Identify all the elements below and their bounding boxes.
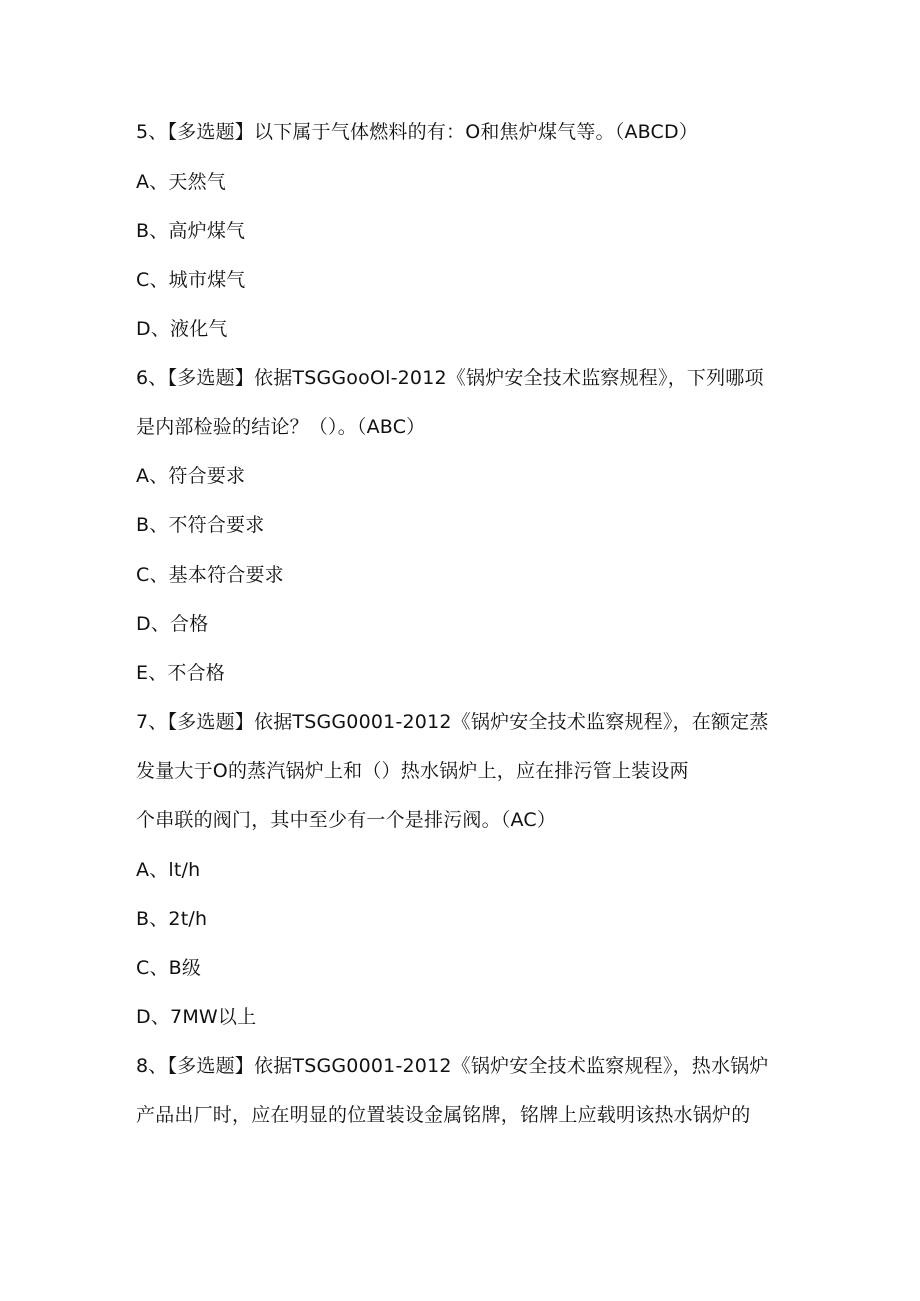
question-8-stem-line-2: 产品出厂时，应在明显的位置装设金属铭牌，铭牌上应载明该热水锅炉的 [136, 1104, 751, 1126]
question-6-stem-line-2: 是内部检验的结论？（）。（ABC） [136, 416, 426, 438]
question-7-option-c: C、B级 [136, 957, 202, 979]
question-6-option-a: A、符合要求 [136, 465, 246, 487]
question-7-stem-line-2: 发量大于O的蒸汽锅炉上和（）热水锅炉上，应在排污管上装设两 [136, 760, 689, 782]
question-7-stem-line-1: 7、【多选题】依据TSGG0001-2012《锅炉安全技术监察规程》，在额定蒸 [136, 711, 769, 733]
question-5-stem: 5、【多选题】以下属于气体燃料的有：O和焦炉煤气等。（ABCD） [136, 121, 699, 143]
question-6-stem-line-1: 6、【多选题】依据TSGGooOl-2012《锅炉安全技术监察规程》，下列哪项 [136, 367, 764, 389]
question-7-option-b: B、2t∕h [136, 908, 208, 930]
question-5-option-d: D、液化气 [136, 318, 228, 340]
question-7-option-a: A、lt/h [136, 859, 201, 881]
question-6-option-c: C、基本符合要求 [136, 564, 284, 586]
question-6-option-d: D、合格 [136, 613, 209, 635]
question-6-option-e: E、不合格 [136, 662, 226, 684]
question-5-option-c: C、城市煤气 [136, 269, 246, 291]
question-5-option-a: A、天然气 [136, 171, 226, 193]
question-7-option-d: D、7MW以上 [136, 1006, 257, 1028]
question-7-stem-line-3: 个串联的阀门，其中至少有一个是排污阀。（AC） [136, 809, 557, 831]
question-5-option-b: B、高炉煤气 [136, 220, 246, 242]
question-6-option-b: B、不符合要求 [136, 514, 265, 536]
question-8-stem-line-1: 8、【多选题】依据TSGG0001-2012《锅炉安全技术监察规程》，热水锅炉 [136, 1055, 769, 1077]
